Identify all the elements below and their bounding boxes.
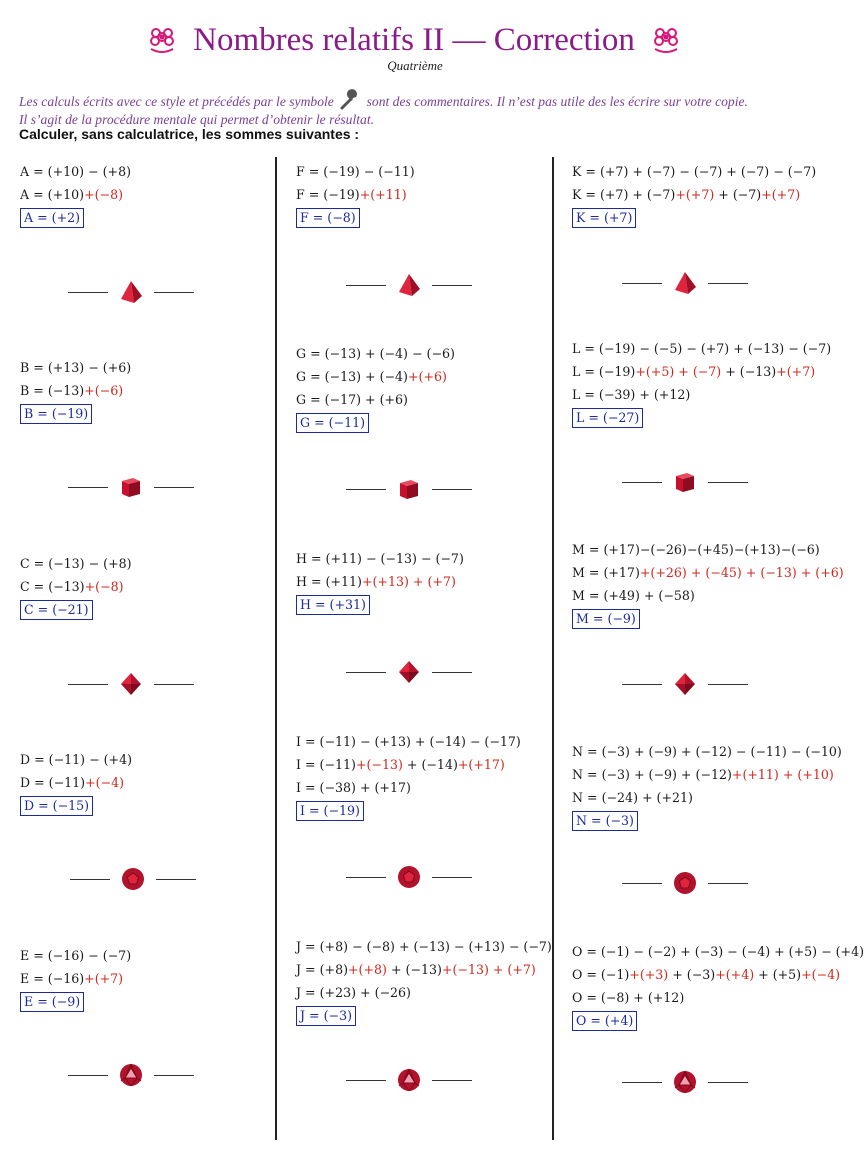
- dodecahedron-icon: [396, 864, 422, 890]
- separator: [622, 270, 748, 296]
- answer-box: B = (−19): [20, 404, 92, 424]
- intro-comment: [19, 89, 819, 129]
- title-row: [145, 18, 683, 62]
- exercise-B: [20, 356, 131, 424]
- separator: [70, 866, 196, 892]
- intro-line1-after: sont des commentaires. Il n’est pas utile des les écrire sur votre copie.: [366, 94, 748, 109]
- step: H = (+11)+(+13) + (+7): [296, 574, 456, 589]
- answer-box: J = (−3): [296, 1006, 356, 1026]
- answer-box: A = (+2): [20, 208, 84, 228]
- tetrahedron-icon: [118, 279, 144, 305]
- step: F = (−19)+(+11): [296, 187, 407, 202]
- step: I = (−11)+(−13) + (−14)+(+17): [296, 757, 505, 772]
- dodecahedron-icon: [120, 866, 146, 892]
- cube-icon: [118, 474, 144, 500]
- answer-box: C = (−21): [20, 600, 93, 620]
- statement: A = (+10) − (+8): [20, 164, 132, 179]
- exercise-A: [20, 160, 131, 228]
- separator: [346, 1067, 472, 1093]
- separator: [68, 671, 194, 697]
- wrench-icon: [339, 89, 361, 111]
- step: B = (−13)+(−6): [20, 383, 124, 398]
- exercise-C: [20, 552, 132, 620]
- step: I = (−38) + (+17): [296, 780, 411, 795]
- statement: N = (−3) + (−9) + (−12) − (−11) − (−10): [572, 744, 842, 759]
- answer-box: M = (−9): [572, 609, 640, 629]
- step: M = (+17)+(+26) + (−45) + (−13) + (+6): [572, 565, 844, 580]
- statement: H = (+11) − (−13) − (−7): [296, 551, 464, 566]
- octahedron-icon: [118, 671, 144, 697]
- exercise-L: [572, 337, 831, 428]
- statement: O = (−1) − (−2) + (−3) − (−4) + (+5) − (+4): [572, 944, 864, 959]
- exercise-J: [296, 935, 552, 1026]
- separator: [346, 659, 472, 685]
- separator: [622, 671, 748, 697]
- tetrahedron-icon: [396, 272, 422, 298]
- intro-line2: Il s’agit de la procédure mentale qui permet d’obtenir le résultat.: [19, 112, 375, 127]
- step: N = (−24) + (+21): [572, 790, 693, 805]
- intro-line1-before: Les calculs écrits avec ce style et précédés par le symbole: [19, 94, 334, 109]
- exercise-K: [572, 160, 816, 228]
- step: N = (−3) + (−9) + (−12)+(+11) + (+10): [572, 767, 834, 782]
- answer-box: K = (+7): [572, 208, 636, 228]
- statement: I = (−11) − (+13) + (−14) − (−17): [296, 734, 521, 749]
- icosahedron-icon: [672, 1069, 698, 1095]
- dodecahedron-icon: [672, 870, 698, 896]
- exercise-M: [572, 538, 844, 629]
- step: L = (−19)+(+5) + (−7) + (−13)+(+7): [572, 364, 816, 379]
- step: A = (+10)+(−8): [20, 187, 124, 202]
- step: C = (−13)+(−8): [20, 579, 124, 594]
- step: O = (−1)+(+3) + (−3)+(+4) + (+5)+(−4): [572, 967, 841, 982]
- page-header: [0, 18, 828, 74]
- page-subtitle: Quatrième: [387, 58, 443, 73]
- separator: [68, 474, 194, 500]
- separator: [622, 1069, 748, 1095]
- column-divider: [552, 157, 554, 1140]
- statement: C = (−13) − (+8): [20, 556, 132, 571]
- separator: [622, 469, 748, 495]
- step: E = (−16)+(+7): [20, 971, 124, 986]
- step: J = (+23) + (−26): [296, 985, 411, 1000]
- step: G = (−17) + (+6): [296, 392, 408, 407]
- separator: [346, 476, 472, 502]
- cube-icon: [396, 476, 422, 502]
- step: M = (+49) + (−58): [572, 588, 695, 603]
- answer-box: D = (−15): [20, 796, 93, 816]
- exercise-D: [20, 748, 132, 816]
- statement: M = (+17)−(−26)−(+45)−(+13)−(−6): [572, 542, 820, 557]
- cube-icon: [672, 469, 698, 495]
- step: O = (−8) + (+12): [572, 990, 685, 1005]
- step: J = (+8)+(+8) + (−13)+(−13) + (+7): [296, 962, 536, 977]
- answer-box: I = (−19): [296, 801, 364, 821]
- octahedron-icon: [672, 671, 698, 697]
- separator: [346, 272, 472, 298]
- answer-box: F = (−8): [296, 208, 360, 228]
- separator: [622, 870, 748, 896]
- step: D = (−11)+(−4): [20, 775, 125, 790]
- step: G = (−13) + (−4)+(+6): [296, 369, 447, 384]
- exercise-I: [296, 730, 521, 821]
- octahedron-icon: [396, 659, 422, 685]
- exercise-O: [572, 940, 864, 1031]
- exercise-E: [20, 944, 131, 1012]
- separator: [346, 864, 472, 890]
- statement: D = (−11) − (+4): [20, 752, 133, 767]
- answer-box: H = (+31): [296, 595, 370, 615]
- statement: B = (+13) − (+6): [20, 360, 132, 375]
- answer-box: G = (−11): [296, 413, 369, 433]
- flower-icon: [649, 23, 683, 57]
- answer-box: L = (−27): [572, 408, 643, 428]
- icosahedron-icon: [118, 1062, 144, 1088]
- exercise-N: [572, 740, 842, 831]
- answer-box: E = (−9): [20, 992, 84, 1012]
- separator: [68, 279, 194, 305]
- step: K = (+7) + (−7)+(+7) + (−7)+(+7): [572, 187, 801, 202]
- page-title: Nombres relatifs II — Correction: [193, 22, 635, 58]
- exercise-H: [296, 547, 464, 615]
- statement: J = (+8) − (−8) + (−13) − (+13) − (−7): [296, 939, 552, 954]
- exercise-F: [296, 160, 415, 228]
- tetrahedron-icon: [672, 270, 698, 296]
- step: L = (−39) + (+12): [572, 387, 691, 402]
- statement: K = (+7) + (−7) − (−7) + (−7) − (−7): [572, 164, 817, 179]
- separator: [68, 1062, 194, 1088]
- statement: G = (−13) + (−4) − (−6): [296, 346, 455, 361]
- answer-box: N = (−3): [572, 811, 638, 831]
- statement: E = (−16) − (−7): [20, 948, 132, 963]
- exercise-G: [296, 342, 455, 433]
- flower-icon: [145, 23, 179, 57]
- statement: L = (−19) − (−5) − (+7) + (−13) − (−7): [572, 341, 832, 356]
- answer-box: O = (+4): [572, 1011, 637, 1031]
- statement: F = (−19) − (−11): [296, 164, 415, 179]
- column-divider: [275, 157, 277, 1140]
- instruction: Calculer, sans calculatrice, les sommes suivantes :: [19, 126, 360, 142]
- icosahedron-icon: [396, 1067, 422, 1093]
